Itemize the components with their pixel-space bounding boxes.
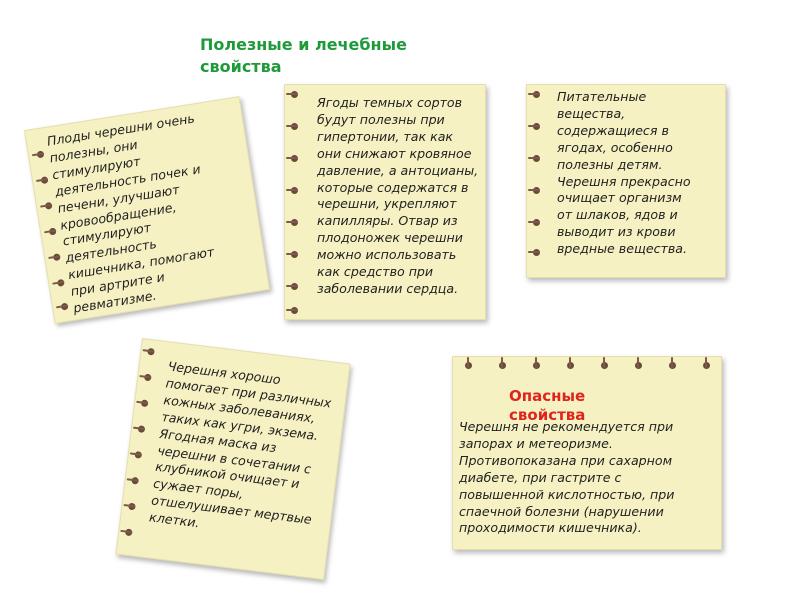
page-heading: Полезные и лечебные свойства bbox=[200, 35, 407, 76]
note-benefits-skin bbox=[115, 338, 350, 580]
note-text: Черешня не рекомендуется при запорах и метеоризме. Противопоказана при сахарном диабете, при гастрите с повышенной кислотностью, при спаечной болезни (нарушении проходимости кишечника). bbox=[459, 419, 675, 536]
note-text: Питательные вещества, содержащиеся в ягодах, особенно полезны детям. Черешня прекрасно очищает организм от шлаков, ядов и выводит из крови вредные вещества. bbox=[557, 89, 691, 257]
note-text: Плоды черешни очень полезны, они стимулируют деятельность почек и печени, улучшают кровообращение, стимулируют деятельность кишечника, помогают при артрите и ревматизме. bbox=[45, 110, 216, 316]
note-benefits-children bbox=[526, 84, 726, 278]
note-text: Черешня хорошо помогает при различных кожных заболеваниях, таких как угри, экзема. Ягодная маска из черешни в сочетании с клубникой очищает и сужает поры, отшелушивает мертвые клетки. bbox=[148, 358, 333, 531]
note-dangerous-properties bbox=[452, 356, 722, 550]
note-benefits-organs bbox=[24, 96, 270, 324]
note-text: Ягоды темных сортов будут полезны при гипертонии, так как они снижают кровяное давление, а антоцианы, которые содержатся в черешни, укрепляют капилляры. Отвар из плодоножек черешни можно использовать как средство при заболевании сердца. bbox=[317, 95, 479, 296]
note-benefits-heart bbox=[284, 84, 486, 320]
note-title: Опасные свойства bbox=[509, 387, 586, 424]
